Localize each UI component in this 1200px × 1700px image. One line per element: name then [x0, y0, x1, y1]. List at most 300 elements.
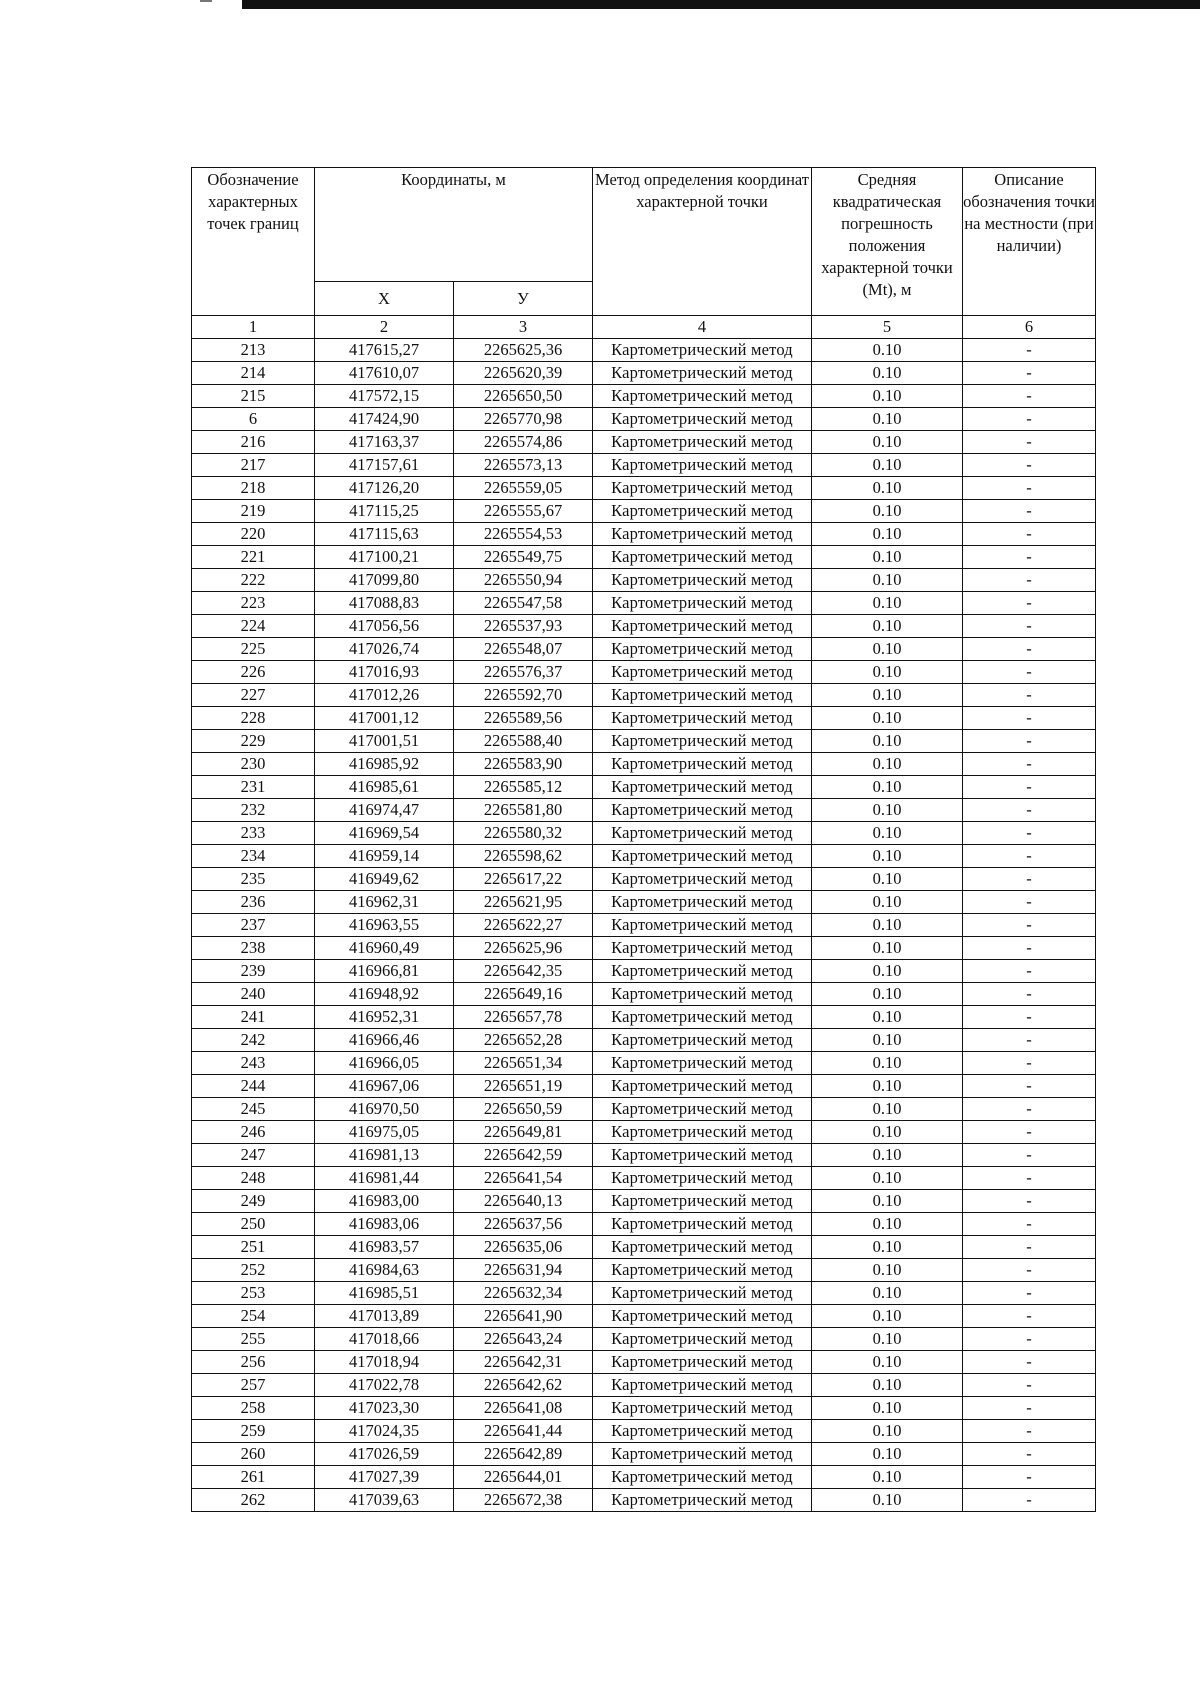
method-cell: Картометрический метод	[593, 1374, 812, 1397]
method-cell: Картометрический метод	[593, 822, 812, 845]
method-cell: Картометрический метод	[593, 1052, 812, 1075]
table-row	[192, 1213, 1096, 1236]
error-cell: 0.10	[812, 615, 963, 638]
table-row	[192, 339, 1096, 362]
x-coordinate-cell: 416952,31	[315, 1006, 454, 1029]
method-cell: Картометрический метод	[593, 523, 812, 546]
error-cell: 0.10	[812, 1443, 963, 1466]
y-coordinate-cell: 2265588,40	[454, 730, 593, 753]
table-row	[192, 523, 1096, 546]
description-cell: -	[963, 592, 1096, 615]
x-coordinate-cell: 416948,92	[315, 983, 454, 1006]
error-cell: 0.10	[812, 1282, 963, 1305]
method-cell: Картометрический метод	[593, 385, 812, 408]
column-number: 2	[315, 316, 454, 339]
method-cell: Картометрический метод	[593, 914, 812, 937]
point-id-cell: 239	[192, 960, 315, 983]
y-coordinate-cell: 2265585,12	[454, 776, 593, 799]
y-coordinate-cell: 2265642,35	[454, 960, 593, 983]
table-row	[192, 1443, 1096, 1466]
description-cell: -	[963, 1489, 1096, 1512]
error-cell: 0.10	[812, 983, 963, 1006]
point-id-cell: 213	[192, 339, 315, 362]
description-cell: -	[963, 1190, 1096, 1213]
x-coordinate-cell: 417016,93	[315, 661, 454, 684]
x-coordinate-cell: 417126,20	[315, 477, 454, 500]
method-cell: Картометрический метод	[593, 1190, 812, 1213]
y-coordinate-cell: 2265548,07	[454, 638, 593, 661]
description-cell: -	[963, 1351, 1096, 1374]
error-cell: 0.10	[812, 569, 963, 592]
point-id-cell: 238	[192, 937, 315, 960]
method-cell: Картометрический метод	[593, 477, 812, 500]
y-coordinate-cell: 2265537,93	[454, 615, 593, 638]
description-cell: -	[963, 937, 1096, 960]
point-id-cell: 258	[192, 1397, 315, 1420]
method-cell: Картометрический метод	[593, 592, 812, 615]
column-number: 3	[454, 316, 593, 339]
y-coordinate-cell: 2265554,53	[454, 523, 593, 546]
y-coordinate-cell: 2265550,94	[454, 569, 593, 592]
y-coordinate-cell: 2265770,98	[454, 408, 593, 431]
x-coordinate-cell: 416983,00	[315, 1190, 454, 1213]
method-cell: Картометрический метод	[593, 1144, 812, 1167]
x-coordinate-cell: 416974,47	[315, 799, 454, 822]
error-cell: 0.10	[812, 1190, 963, 1213]
document-page	[191, 167, 1096, 1512]
description-cell: -	[963, 385, 1096, 408]
description-cell: -	[963, 1098, 1096, 1121]
table-row	[192, 546, 1096, 569]
table-row	[192, 1420, 1096, 1443]
method-cell: Картометрический метод	[593, 1259, 812, 1282]
y-coordinate-cell: 2265625,96	[454, 937, 593, 960]
method-cell: Картометрический метод	[593, 1305, 812, 1328]
column-number: 6	[963, 316, 1096, 339]
point-id-cell: 251	[192, 1236, 315, 1259]
x-coordinate-cell: 417012,26	[315, 684, 454, 707]
description-cell: -	[963, 615, 1096, 638]
scan-top-border	[242, 0, 1200, 9]
y-coordinate-cell: 2265651,34	[454, 1052, 593, 1075]
description-cell: -	[963, 1121, 1096, 1144]
y-coordinate-cell: 2265672,38	[454, 1489, 593, 1512]
point-id-cell: 240	[192, 983, 315, 1006]
table-row	[192, 845, 1096, 868]
description-cell: -	[963, 500, 1096, 523]
table-row	[192, 569, 1096, 592]
point-id-cell: 236	[192, 891, 315, 914]
point-id-cell: 232	[192, 799, 315, 822]
method-cell: Картометрический метод	[593, 937, 812, 960]
description-cell: -	[963, 960, 1096, 983]
method-cell: Картометрический метод	[593, 1006, 812, 1029]
point-id-cell: 246	[192, 1121, 315, 1144]
x-coordinate-cell: 417099,80	[315, 569, 454, 592]
method-cell: Картометрический метод	[593, 1167, 812, 1190]
table-row	[192, 1259, 1096, 1282]
table-header	[192, 168, 1096, 339]
description-cell: -	[963, 661, 1096, 684]
description-cell: -	[963, 362, 1096, 385]
x-coordinate-cell: 417115,25	[315, 500, 454, 523]
point-id-cell: 261	[192, 1466, 315, 1489]
y-coordinate-cell: 2265583,90	[454, 753, 593, 776]
table-row	[192, 1397, 1096, 1420]
y-coordinate-cell: 2265631,94	[454, 1259, 593, 1282]
error-cell: 0.10	[812, 753, 963, 776]
method-cell: Картометрический метод	[593, 753, 812, 776]
table-row	[192, 500, 1096, 523]
error-cell: 0.10	[812, 1236, 963, 1259]
table-row	[192, 891, 1096, 914]
x-coordinate-cell: 417039,63	[315, 1489, 454, 1512]
y-coordinate-cell: 2265620,39	[454, 362, 593, 385]
method-cell: Картометрический метод	[593, 960, 812, 983]
y-coordinate-cell: 2265649,16	[454, 983, 593, 1006]
table-row	[192, 1328, 1096, 1351]
header-y: У	[454, 282, 593, 316]
x-coordinate-cell: 416975,05	[315, 1121, 454, 1144]
description-cell: -	[963, 523, 1096, 546]
description-cell: -	[963, 684, 1096, 707]
description-cell: -	[963, 776, 1096, 799]
point-id-cell: 250	[192, 1213, 315, 1236]
description-cell: -	[963, 454, 1096, 477]
column-number: 5	[812, 316, 963, 339]
error-cell: 0.10	[812, 546, 963, 569]
table-row	[192, 592, 1096, 615]
x-coordinate-cell: 417022,78	[315, 1374, 454, 1397]
error-cell: 0.10	[812, 408, 963, 431]
table-row	[192, 1282, 1096, 1305]
method-cell: Картометрический метод	[593, 983, 812, 1006]
error-cell: 0.10	[812, 684, 963, 707]
x-coordinate-cell: 416969,54	[315, 822, 454, 845]
table-row	[192, 914, 1096, 937]
x-coordinate-cell: 416966,46	[315, 1029, 454, 1052]
method-cell: Картометрический метод	[593, 799, 812, 822]
method-cell: Картометрический метод	[593, 1213, 812, 1236]
description-cell: -	[963, 408, 1096, 431]
y-coordinate-cell: 2265641,90	[454, 1305, 593, 1328]
x-coordinate-cell: 416966,05	[315, 1052, 454, 1075]
method-cell: Картометрический метод	[593, 569, 812, 592]
method-cell: Картометрический метод	[593, 1397, 812, 1420]
description-cell: -	[963, 799, 1096, 822]
method-cell: Картометрический метод	[593, 431, 812, 454]
table-row	[192, 1144, 1096, 1167]
description-cell: -	[963, 1006, 1096, 1029]
method-cell: Картометрический метод	[593, 1029, 812, 1052]
x-coordinate-cell: 416985,51	[315, 1282, 454, 1305]
description-cell: -	[963, 1374, 1096, 1397]
y-coordinate-cell: 2265580,32	[454, 822, 593, 845]
y-coordinate-cell: 2265617,22	[454, 868, 593, 891]
table-row	[192, 753, 1096, 776]
y-coordinate-cell: 2265576,37	[454, 661, 593, 684]
error-cell: 0.10	[812, 822, 963, 845]
point-id-cell: 231	[192, 776, 315, 799]
table-row	[192, 661, 1096, 684]
table-row	[192, 1006, 1096, 1029]
x-coordinate-cell: 417027,39	[315, 1466, 454, 1489]
scan-edge-mark	[200, 0, 212, 2]
y-coordinate-cell: 2265649,81	[454, 1121, 593, 1144]
y-coordinate-cell: 2265635,06	[454, 1236, 593, 1259]
error-cell: 0.10	[812, 1305, 963, 1328]
error-cell: 0.10	[812, 1098, 963, 1121]
point-id-cell: 216	[192, 431, 315, 454]
method-cell: Картометрический метод	[593, 891, 812, 914]
table-row	[192, 408, 1096, 431]
error-cell: 0.10	[812, 937, 963, 960]
table-row	[192, 822, 1096, 845]
error-cell: 0.10	[812, 1075, 963, 1098]
column-number-row	[192, 316, 1096, 339]
column-number: 4	[593, 316, 812, 339]
table-row	[192, 983, 1096, 1006]
description-cell: -	[963, 914, 1096, 937]
x-coordinate-cell: 416959,14	[315, 845, 454, 868]
description-cell: -	[963, 1236, 1096, 1259]
point-id-cell: 226	[192, 661, 315, 684]
method-cell: Картометрический метод	[593, 868, 812, 891]
header-x: X	[315, 282, 454, 316]
error-cell: 0.10	[812, 592, 963, 615]
method-cell: Картометрический метод	[593, 1282, 812, 1305]
x-coordinate-cell: 416981,13	[315, 1144, 454, 1167]
point-id-cell: 215	[192, 385, 315, 408]
point-id-cell: 257	[192, 1374, 315, 1397]
header-coordinates: Координаты, м	[315, 168, 593, 282]
method-cell: Картометрический метод	[593, 638, 812, 661]
table-row	[192, 960, 1096, 983]
point-id-cell: 235	[192, 868, 315, 891]
point-id-cell: 252	[192, 1259, 315, 1282]
error-cell: 0.10	[812, 1397, 963, 1420]
description-cell: -	[963, 1397, 1096, 1420]
x-coordinate-cell: 417001,12	[315, 707, 454, 730]
point-id-cell: 255	[192, 1328, 315, 1351]
point-id-cell: 227	[192, 684, 315, 707]
y-coordinate-cell: 2265641,08	[454, 1397, 593, 1420]
error-cell: 0.10	[812, 500, 963, 523]
y-coordinate-cell: 2265642,89	[454, 1443, 593, 1466]
point-id-cell: 260	[192, 1443, 315, 1466]
y-coordinate-cell: 2265589,56	[454, 707, 593, 730]
method-cell: Картометрический метод	[593, 1443, 812, 1466]
table-row	[192, 799, 1096, 822]
description-cell: -	[963, 638, 1096, 661]
method-cell: Картометрический метод	[593, 776, 812, 799]
table-row	[192, 1029, 1096, 1052]
description-cell: -	[963, 1029, 1096, 1052]
point-id-cell: 259	[192, 1420, 315, 1443]
y-coordinate-cell: 2265555,67	[454, 500, 593, 523]
y-coordinate-cell: 2265622,27	[454, 914, 593, 937]
y-coordinate-cell: 2265621,95	[454, 891, 593, 914]
y-coordinate-cell: 2265641,44	[454, 1420, 593, 1443]
error-cell: 0.10	[812, 1328, 963, 1351]
y-coordinate-cell: 2265581,80	[454, 799, 593, 822]
x-coordinate-cell: 416983,06	[315, 1213, 454, 1236]
description-cell: -	[963, 1466, 1096, 1489]
point-id-cell: 217	[192, 454, 315, 477]
y-coordinate-cell: 2265651,19	[454, 1075, 593, 1098]
x-coordinate-cell: 417610,07	[315, 362, 454, 385]
point-id-cell: 234	[192, 845, 315, 868]
x-coordinate-cell: 417026,74	[315, 638, 454, 661]
y-coordinate-cell: 2265592,70	[454, 684, 593, 707]
method-cell: Картометрический метод	[593, 1351, 812, 1374]
error-cell: 0.10	[812, 914, 963, 937]
x-coordinate-cell: 417115,63	[315, 523, 454, 546]
method-cell: Картометрический метод	[593, 1098, 812, 1121]
method-cell: Картометрический метод	[593, 454, 812, 477]
x-coordinate-cell: 416985,61	[315, 776, 454, 799]
point-id-cell: 218	[192, 477, 315, 500]
error-cell: 0.10	[812, 799, 963, 822]
table-row	[192, 1121, 1096, 1144]
error-cell: 0.10	[812, 845, 963, 868]
x-coordinate-cell: 416960,49	[315, 937, 454, 960]
table-row	[192, 684, 1096, 707]
description-cell: -	[963, 983, 1096, 1006]
x-coordinate-cell: 416966,81	[315, 960, 454, 983]
y-coordinate-cell: 2265549,75	[454, 546, 593, 569]
point-id-cell: 242	[192, 1029, 315, 1052]
description-cell: -	[963, 730, 1096, 753]
error-cell: 0.10	[812, 1374, 963, 1397]
error-cell: 0.10	[812, 1121, 963, 1144]
description-cell: -	[963, 822, 1096, 845]
header-mean-square-error: Средняя квадратическая погрешность положения характерной точки (Mt), м	[812, 168, 963, 316]
point-id-cell: 237	[192, 914, 315, 937]
error-cell: 0.10	[812, 1052, 963, 1075]
table-row	[192, 1305, 1096, 1328]
error-cell: 0.10	[812, 1259, 963, 1282]
method-cell: Картометрический метод	[593, 1420, 812, 1443]
x-coordinate-cell: 417163,37	[315, 431, 454, 454]
method-cell: Картометрический метод	[593, 500, 812, 523]
point-id-cell: 220	[192, 523, 315, 546]
x-coordinate-cell: 417001,51	[315, 730, 454, 753]
table-row	[192, 1466, 1096, 1489]
description-cell: -	[963, 546, 1096, 569]
table-row	[192, 1052, 1096, 1075]
point-id-cell: 241	[192, 1006, 315, 1029]
error-cell: 0.10	[812, 730, 963, 753]
error-cell: 0.10	[812, 1213, 963, 1236]
x-coordinate-cell: 417013,89	[315, 1305, 454, 1328]
table-row	[192, 868, 1096, 891]
table-row	[192, 937, 1096, 960]
table-row	[192, 1190, 1096, 1213]
method-cell: Картометрический метод	[593, 1075, 812, 1098]
error-cell: 0.10	[812, 868, 963, 891]
table-row	[192, 1098, 1096, 1121]
method-cell: Картометрический метод	[593, 615, 812, 638]
y-coordinate-cell: 2265650,50	[454, 385, 593, 408]
header-method: Метод определения координат характерной точки	[593, 168, 812, 316]
point-id-cell: 248	[192, 1167, 315, 1190]
x-coordinate-cell: 416949,62	[315, 868, 454, 891]
table-row	[192, 362, 1096, 385]
x-coordinate-cell: 417572,15	[315, 385, 454, 408]
x-coordinate-cell: 417026,59	[315, 1443, 454, 1466]
x-coordinate-cell: 416962,31	[315, 891, 454, 914]
y-coordinate-cell: 2265652,28	[454, 1029, 593, 1052]
point-id-cell: 243	[192, 1052, 315, 1075]
point-id-cell: 6	[192, 408, 315, 431]
error-cell: 0.10	[812, 362, 963, 385]
y-coordinate-cell: 2265642,62	[454, 1374, 593, 1397]
x-coordinate-cell: 416970,50	[315, 1098, 454, 1121]
error-cell: 0.10	[812, 454, 963, 477]
header-location-description: Описание обозначения точки на местности (при наличии)	[963, 168, 1096, 316]
y-coordinate-cell: 2265637,56	[454, 1213, 593, 1236]
point-id-cell: 254	[192, 1305, 315, 1328]
y-coordinate-cell: 2265642,31	[454, 1351, 593, 1374]
y-coordinate-cell: 2265642,59	[454, 1144, 593, 1167]
error-cell: 0.10	[812, 385, 963, 408]
method-cell: Картометрический метод	[593, 546, 812, 569]
point-id-cell: 224	[192, 615, 315, 638]
x-coordinate-cell: 416984,63	[315, 1259, 454, 1282]
x-coordinate-cell: 417100,21	[315, 546, 454, 569]
description-cell: -	[963, 868, 1096, 891]
table-row	[192, 707, 1096, 730]
error-cell: 0.10	[812, 1029, 963, 1052]
method-cell: Картометрический метод	[593, 362, 812, 385]
error-cell: 0.10	[812, 661, 963, 684]
method-cell: Картометрический метод	[593, 1328, 812, 1351]
description-cell: -	[963, 1259, 1096, 1282]
method-cell: Картометрический метод	[593, 1121, 812, 1144]
description-cell: -	[963, 891, 1096, 914]
error-cell: 0.10	[812, 1420, 963, 1443]
point-id-cell: 223	[192, 592, 315, 615]
point-id-cell: 229	[192, 730, 315, 753]
header-point-designation: Обозначение характерных точек границ	[192, 168, 315, 316]
error-cell: 0.10	[812, 1489, 963, 1512]
error-cell: 0.10	[812, 339, 963, 362]
y-coordinate-cell: 2265547,58	[454, 592, 593, 615]
point-id-cell: 245	[192, 1098, 315, 1121]
method-cell: Картометрический метод	[593, 707, 812, 730]
description-cell: -	[963, 431, 1096, 454]
x-coordinate-cell: 416985,92	[315, 753, 454, 776]
table-body	[192, 339, 1096, 1512]
error-cell: 0.10	[812, 960, 963, 983]
description-cell: -	[963, 1282, 1096, 1305]
point-id-cell: 253	[192, 1282, 315, 1305]
method-cell: Картометрический метод	[593, 661, 812, 684]
point-id-cell: 262	[192, 1489, 315, 1512]
method-cell: Картометрический метод	[593, 684, 812, 707]
description-cell: -	[963, 845, 1096, 868]
error-cell: 0.10	[812, 523, 963, 546]
error-cell: 0.10	[812, 1167, 963, 1190]
error-cell: 0.10	[812, 891, 963, 914]
error-cell: 0.10	[812, 707, 963, 730]
method-cell: Картометрический метод	[593, 408, 812, 431]
y-coordinate-cell: 2265625,36	[454, 339, 593, 362]
description-cell: -	[963, 1213, 1096, 1236]
error-cell: 0.10	[812, 1466, 963, 1489]
x-coordinate-cell: 417424,90	[315, 408, 454, 431]
